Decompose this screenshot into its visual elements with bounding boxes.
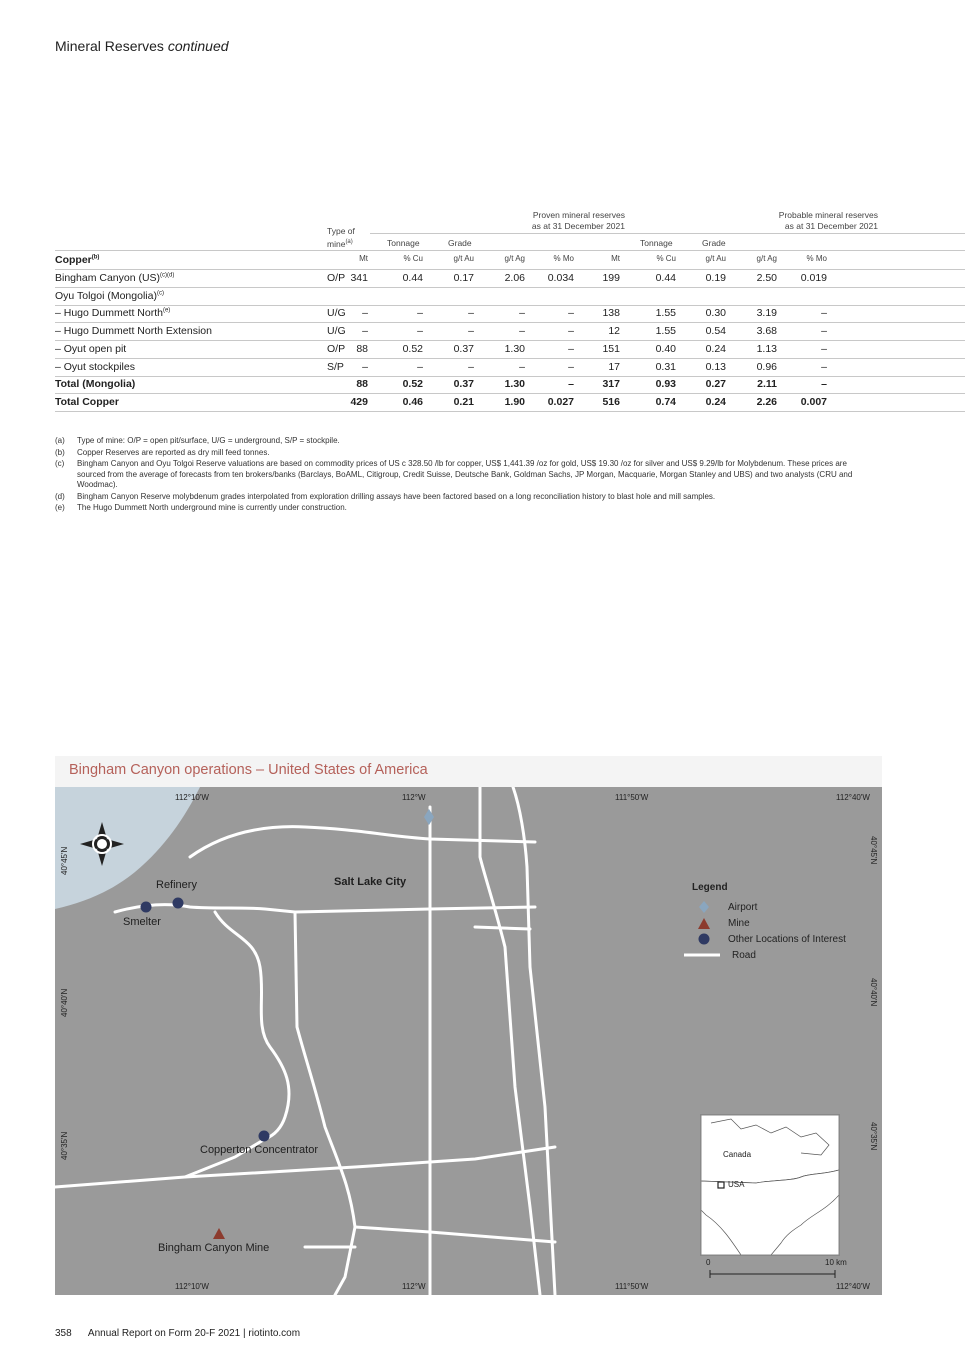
row-value: 0.54 [705,325,726,338]
row-value: 0.40 [655,342,676,355]
unit-3: g/t Ag [504,254,525,263]
row-value: – [362,325,368,338]
row-value: 199 [602,272,620,284]
unit-6: % Cu [656,254,676,263]
coord-top-2: 112°W [402,793,426,802]
inset-label-canada: Canada [723,1150,752,1159]
footnotes [55,436,875,515]
coord-bottom-3: 111°50'W [615,1282,649,1291]
map-legend [692,882,846,963]
row-value: – [568,378,574,391]
footnote-text: Bingham Canyon and Oyu Tolgoi Reserve valuations are based on commodity prices of US c 328.50 /lb for copper, US$ 1,441.39 /oz for gold, US$ 19.30 /oz for silver and US$ 9.29/lb for Molybdenum. These prices are sourced from the average of forecasts from ten brokers/banks (Barclays, BoAML, Citigroup, Credit Suisse, Deutsche Bank, Goldman Sachs, JP Morgan, Macquarie, Morgan Stanley and UBS) and two analysts (CRU and Woodmac). [77,459,853,489]
row-value: 0.52 [402,342,423,355]
unit-1: % Cu [403,254,423,263]
row-name: Total (Mongolia) [55,378,136,391]
row-value: 0.44 [655,272,676,284]
row-value: – [568,342,574,355]
unit-4: % Mo [553,254,574,263]
row-value: – [519,307,525,320]
footnote-text: Bingham Canyon Reserve molybdenum grades interpolated from exploration drilling assays have been factored based on a long reconciliation history to blast hole and mill samples. [77,491,716,501]
table-row [55,270,965,288]
row-value: 1.55 [655,325,676,338]
page-footer: 358 Annual Report on Form 20-F 2021 | riotinto.com [55,1328,301,1339]
footnote-label: (b) [55,447,65,457]
row-name: Total Copper [55,395,119,408]
row-value: 1.13 [756,342,777,355]
proven-header: Proven mineral reserves as at 31 December 2021 [531,210,625,231]
row-value: 2.50 [756,272,777,284]
label-salt-lake-city: Salt Lake City [334,876,407,888]
inset-label-usa: USA [728,1180,745,1189]
table-row [55,305,965,323]
page-number: 358 [55,1328,72,1339]
row-value: 0.19 [705,272,726,284]
table-row [55,394,965,412]
row-value: – [468,325,474,338]
row-value: 0.46 [402,395,423,408]
row-name: Oyu Tolgoi (Mongolia)$^{(c)}$ [55,289,164,302]
row-value: – [468,307,474,320]
probable-header: Probable mineral reserves as at 31 December 2021 [778,210,878,231]
row-value: 151 [602,342,620,355]
footnote [55,459,875,491]
coord-left-1: 40°45'N [60,846,69,875]
row-value: 317 [602,378,620,391]
coord-right-2: 40°40'N [869,978,878,1007]
row-value: – [821,360,827,373]
row-value: – [821,342,827,355]
row-name: Bingham Canyon (US)$^{(c)(d)}$ [55,272,175,284]
copperton-marker [259,1131,270,1142]
row-value: 0.52 [402,378,423,391]
row-value: 17 [608,360,620,373]
unit-9: % Mo [806,254,827,263]
table-row [55,341,965,359]
coord-top-4: 112°40'W [836,793,870,802]
row-value: – [568,307,574,320]
footnote-label: (e) [55,503,65,512]
row-value: – [821,378,827,391]
row-value: – [568,360,574,373]
map-title: Bingham Canyon operations – United States of America [69,762,428,778]
unit-2: g/t Au [453,254,474,263]
smelter-marker [141,902,152,913]
row-type: U/G [327,325,346,338]
row-value: 1.90 [504,395,525,408]
row-value: – [468,360,474,373]
page-title-suffix: continued [167,38,229,54]
row-value: 0.007 [800,395,827,408]
road-cross-2 [475,927,530,929]
row-value: 0.24 [705,342,726,355]
footnote-text: The Hugo Dummett North underground mine is currently under construction. [77,503,347,512]
footer-doc: Annual Report on Form 20-F 2021 [87,1328,241,1339]
label-copperton: Copperton Concentrator [200,1144,319,1156]
row-value: 0.13 [705,360,726,373]
footnote [55,492,875,503]
unit-8: g/t Ag [756,254,777,263]
scale-end: 10 km [825,1258,847,1267]
unit-0: Mt [359,254,368,263]
row-value: 88 [356,342,368,355]
footnote-text: Type of mine: O/P = open pit/surface, U/G = underground, S/P = stockpile. [77,436,340,445]
header-rule-2 [55,250,965,251]
coord-right-3: 40°35'N [869,1122,878,1151]
row-value: 0.37 [453,342,474,355]
footnote-label: (a) [55,436,65,445]
legend-airport: Airport [692,899,846,915]
legend-title: Legend [692,882,728,893]
header-rule [370,233,965,234]
unit-7: g/t Au [705,254,726,263]
unit-5: Mt [611,254,620,263]
scale-start: 0 [706,1258,711,1267]
row-value: 0.24 [705,395,726,408]
probable-tonnage-label: Tonnage [640,238,673,248]
footnote [55,503,875,514]
table-row [55,323,965,341]
row-value: – [821,307,827,320]
row-value: 429 [350,395,368,408]
type-of-mine-header: Type of mine$^{(a)}$ [327,226,355,249]
row-value: 2.06 [504,272,525,284]
row-value: 516 [602,395,620,408]
row-value: 1.30 [504,342,525,355]
row-value: 0.027 [547,395,574,408]
legend-road: Road [732,949,756,961]
coord-top-1: 112°10'W [175,793,209,802]
row-value: – [568,325,574,338]
row-value: – [519,360,525,373]
row-type: S/P [327,360,344,373]
table-row [55,288,965,306]
legend-poi: Other Locations of Interest [692,931,846,947]
row-value: – [362,360,368,373]
row-value: 2.11 [757,378,777,391]
row-name: – Oyut open pit [55,342,127,355]
row-value: 0.21 [453,395,474,408]
row-value: 12 [608,325,620,338]
row-value: – [417,307,423,320]
row-value: – [417,360,423,373]
label-refinery: Refinery [156,879,197,891]
row-value: – [417,325,423,338]
row-name: – Oyut stockpiles [55,360,135,373]
coord-top-3: 111°50'W [615,793,649,802]
row-value: 88 [356,378,368,391]
probable-grade-label: Grade [702,238,726,248]
proven-grade-label: Grade [448,238,472,248]
refinery-marker [173,898,184,909]
footnote-label: (c) [55,459,65,468]
row-value: 0.27 [705,378,726,391]
row-name: – Hugo Dummett North Extension [55,325,212,338]
footnote-label: (d) [55,491,65,501]
proven-tonnage-label: Tonnage [387,238,420,248]
row-value: 0.96 [756,360,777,373]
row-value: 0.17 [453,272,474,284]
row-value: 0.31 [655,360,676,373]
row-value: 138 [602,307,620,320]
row-value: – [519,325,525,338]
coord-bottom-2: 112°W [402,1282,426,1291]
coord-bottom-4: 112°40'W [836,1282,870,1291]
row-value: 0.034 [547,272,574,284]
inset-locator-map [700,1114,840,1256]
row-value: 0.74 [655,395,676,408]
row-value: 0.93 [655,378,676,391]
footer-site: riotinto.com [248,1328,301,1339]
row-type: U/G [327,307,346,320]
page-title: Mineral Reserves continued [55,38,229,54]
row-value: 0.44 [402,272,423,284]
section-label: Copper$^{(b)}$ [55,254,100,266]
row-value: – [821,325,827,338]
footnote [55,448,875,459]
row-value: 1.55 [655,307,676,320]
row-value: 2.26 [756,395,777,408]
row-value: 0.019 [800,272,827,284]
coord-left-2: 40°40'N [60,988,69,1017]
table-row [55,376,965,394]
units-row [55,252,965,270]
row-value: 3.68 [756,325,777,338]
coord-left-3: 40°35'N [60,1131,69,1160]
row-value: 3.19 [756,307,777,320]
row-value: 0.37 [453,378,474,391]
table-row [55,359,965,377]
label-smelter: Smelter [123,916,161,928]
row-value: 1.30 [504,378,525,391]
label-bingham-mine: Bingham Canyon Mine [158,1242,270,1254]
row-type: O/P [327,342,346,355]
row-value: 341 [350,272,368,284]
row-value: – [362,307,368,320]
row-type: O/P [327,272,346,284]
legend-mine: Mine [692,915,846,931]
footnote-text: Copper Reserves are reported as dry mill feed tonnes. [77,447,270,457]
row-name: – Hugo Dummett North$^{(e)}$ [55,307,171,320]
row-value: 0.30 [705,307,726,320]
coord-right-1: 40°45'N [869,836,878,865]
coord-bottom-1: 112°10'W [175,1282,209,1291]
footnote [55,436,875,447]
